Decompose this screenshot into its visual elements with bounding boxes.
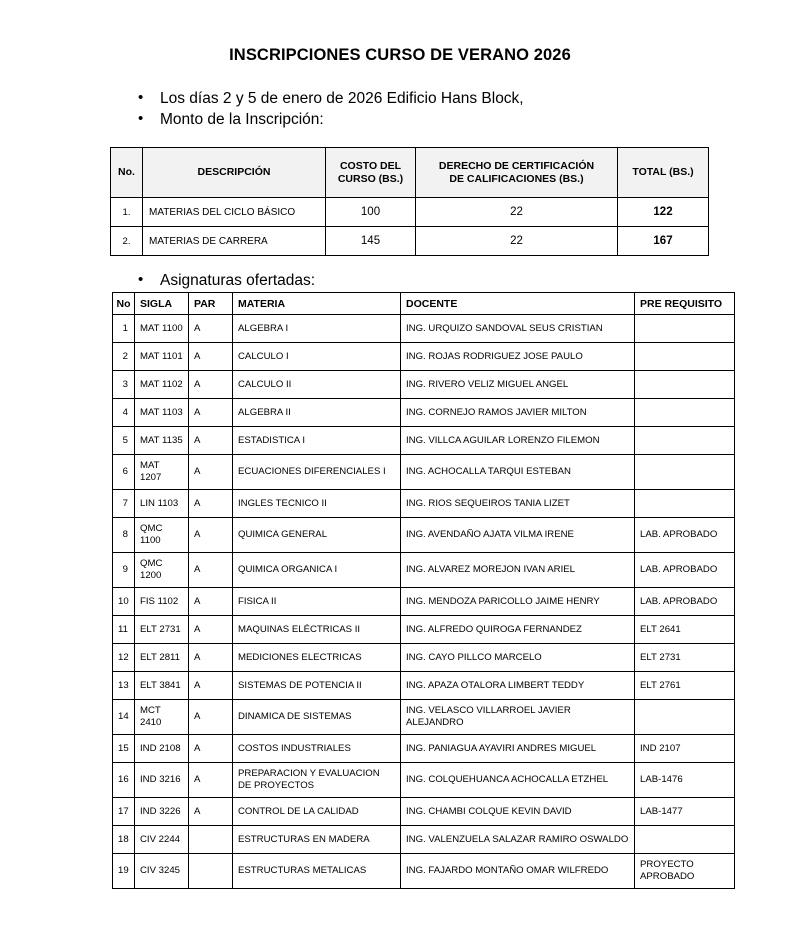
subjects-cell-materia: ECUACIONES DIFERENCIALES I xyxy=(233,455,401,490)
subjects-cell-docente: ING. VALENZUELA SALAZAR RAMIRO OSWALDO xyxy=(401,826,635,854)
subjects-cell-prerequisito: PROYECTO APROBADO xyxy=(635,854,735,889)
subjects-cell-no: 7 xyxy=(113,490,135,518)
subjects-cell-prerequisito: ELT 2761 xyxy=(635,672,735,700)
subjects-cell-par: A xyxy=(189,763,233,798)
subjects-cell-par: A xyxy=(189,455,233,490)
subjects-cell-no: 11 xyxy=(113,616,135,644)
fees-cell-costo: 100 xyxy=(326,198,416,227)
fees-header-descripcion: DESCRIPCIÓN xyxy=(143,148,326,198)
subjects-cell-prerequisito xyxy=(635,455,735,490)
table-row xyxy=(113,735,735,763)
subjects-cell-sigla: IND 2108 xyxy=(135,735,189,763)
subjects-cell-docente: ING. CORNEJO RAMOS JAVIER MILTON xyxy=(401,399,635,427)
subjects-cell-materia: CALCULO II xyxy=(233,371,401,399)
list-item: • Los días 2 y 5 de enero de 2026 Edificio Hans Block, xyxy=(136,88,524,109)
subjects-cell-materia: FISICA II xyxy=(233,588,401,616)
subjects-cell-no: 4 xyxy=(113,399,135,427)
fees-cell-descripcion: MATERIAS DE CARRERA xyxy=(143,227,326,256)
subjects-cell-docente: ING. ALVAREZ MOREJON IVAN ARIEL xyxy=(401,553,635,588)
subjects-cell-par: A xyxy=(189,427,233,455)
subjects-cell-docente: ING. ACHOCALLA TARQUI ESTEBAN xyxy=(401,455,635,490)
fees-header-costo xyxy=(326,148,416,198)
subjects-cell-no: 19 xyxy=(113,854,135,889)
subjects-cell-no: 12 xyxy=(113,644,135,672)
table-row xyxy=(113,427,735,455)
subjects-cell-par: A xyxy=(189,315,233,343)
intro-bullet-list xyxy=(136,88,524,130)
fees-cell-descripcion: MATERIAS DEL CICLO BÁSICO xyxy=(143,198,326,227)
table-row xyxy=(113,588,735,616)
fees-header-derecho-line2: DE CALIFICACIONES (BS.) xyxy=(449,172,584,185)
fees-cell-derecho: 22 xyxy=(416,227,618,256)
subjects-cell-par: A xyxy=(189,399,233,427)
subjects-cell-no: 13 xyxy=(113,672,135,700)
subjects-cell-prerequisito: LAB-1476 xyxy=(635,763,735,798)
fees-table xyxy=(110,147,709,256)
subjects-cell-prerequisito: LAB. APROBADO xyxy=(635,588,735,616)
subjects-header-materia: MATERIA xyxy=(233,293,401,315)
subjects-header-no: No xyxy=(113,293,135,315)
fees-header-costo-line1: COSTO DEL xyxy=(339,159,402,172)
subjects-cell-docente: ING. CAYO PILLCO MARCELO xyxy=(401,644,635,672)
subjects-cell-no: 15 xyxy=(113,735,135,763)
table-row xyxy=(113,518,735,553)
subjects-cell-no: 8 xyxy=(113,518,135,553)
table-row xyxy=(113,553,735,588)
subjects-cell-prerequisito: LAB. APROBADO xyxy=(635,518,735,553)
table-row xyxy=(113,644,735,672)
fees-cell-no: 1. xyxy=(111,198,143,227)
subjects-header-docente: DOCENTE xyxy=(401,293,635,315)
subjects-cell-sigla: QMC 1200 xyxy=(135,553,189,588)
fees-header-derecho xyxy=(416,148,618,198)
subjects-cell-materia: CONTROL DE LA CALIDAD xyxy=(233,798,401,826)
subjects-cell-materia: DINAMICA DE SISTEMAS xyxy=(233,700,401,735)
subjects-cell-docente: ING. ALFREDO QUIROGA FERNANDEZ xyxy=(401,616,635,644)
subjects-table-body xyxy=(113,315,735,889)
table-row xyxy=(111,198,709,227)
subjects-cell-sigla: MAT 1135 xyxy=(135,427,189,455)
subjects-cell-prerequisito xyxy=(635,371,735,399)
subjects-cell-sigla: MAT 1100 xyxy=(135,315,189,343)
table-row xyxy=(113,343,735,371)
subjects-cell-prerequisito xyxy=(635,427,735,455)
subjects-header-sigla: SIGLA xyxy=(135,293,189,315)
subjects-cell-par: A xyxy=(189,735,233,763)
subjects-cell-par: A xyxy=(189,700,233,735)
subjects-cell-materia: QUIMICA ORGANICA I xyxy=(233,553,401,588)
fees-header-no: No. xyxy=(111,148,143,198)
subjects-cell-prerequisito xyxy=(635,826,735,854)
subjects-cell-no: 1 xyxy=(113,315,135,343)
table-row xyxy=(113,371,735,399)
subjects-cell-materia: CALCULO I xyxy=(233,343,401,371)
subjects-cell-docente: ING. VILLCA AGUILAR LORENZO FILEMON xyxy=(401,427,635,455)
subjects-cell-sigla: CIV 2244 xyxy=(135,826,189,854)
subjects-table xyxy=(112,292,735,889)
fees-cell-total: 167 xyxy=(618,227,709,256)
table-row xyxy=(113,826,735,854)
subjects-cell-materia: MAQUINAS ELÉCTRICAS II xyxy=(233,616,401,644)
table-header-row xyxy=(111,148,709,198)
subjects-cell-par: A xyxy=(189,616,233,644)
subjects-cell-sigla: MAT 1102 xyxy=(135,371,189,399)
subjects-header-par: PAR xyxy=(189,293,233,315)
table-row xyxy=(113,854,735,889)
subjects-cell-docente: ING. FAJARDO MONTAÑO OMAR WILFREDO xyxy=(401,854,635,889)
subjects-cell-sigla: MAT 1101 xyxy=(135,343,189,371)
subjects-cell-materia: ESTRUCTURAS METALICAS xyxy=(233,854,401,889)
subjects-cell-no: 10 xyxy=(113,588,135,616)
subjects-cell-sigla: MAT 1103 xyxy=(135,399,189,427)
subjects-cell-par: A xyxy=(189,553,233,588)
table-row xyxy=(113,399,735,427)
subjects-cell-no: 17 xyxy=(113,798,135,826)
subjects-cell-sigla: MCT 2410 xyxy=(135,700,189,735)
subjects-cell-par: A xyxy=(189,672,233,700)
subjects-cell-materia: ALGEBRA I xyxy=(233,315,401,343)
subjects-cell-sigla: MAT 1207 xyxy=(135,455,189,490)
subjects-cell-docente: ING. RIVERO VELIZ MIGUEL ANGEL xyxy=(401,371,635,399)
table-row xyxy=(113,672,735,700)
subjects-cell-par: A xyxy=(189,588,233,616)
subjects-cell-docente: ING. COLQUEHUANCA ACHOCALLA ETZHEL xyxy=(401,763,635,798)
subjects-cell-docente: ING. URQUIZO SANDOVAL SEUS CRISTIAN xyxy=(401,315,635,343)
table-row xyxy=(111,227,709,256)
subjects-cell-docente: ING. RIOS SEQUEIROS TANIA LIZET xyxy=(401,490,635,518)
subjects-cell-materia: QUIMICA GENERAL xyxy=(233,518,401,553)
subjects-cell-materia: COSTOS INDUSTRIALES xyxy=(233,735,401,763)
subjects-cell-no: 16 xyxy=(113,763,135,798)
subjects-cell-par: A xyxy=(189,490,233,518)
subjects-cell-docente: ING. ROJAS RODRIGUEZ JOSE PAULO xyxy=(401,343,635,371)
subjects-cell-materia: ESTADISTICA I xyxy=(233,427,401,455)
subjects-cell-materia: SISTEMAS DE POTENCIA II xyxy=(233,672,401,700)
subjects-cell-sigla: ELT 2731 xyxy=(135,616,189,644)
subjects-cell-docente: ING. AVENDAÑO AJATA VILMA IRENE xyxy=(401,518,635,553)
subjects-cell-materia: ALGEBRA II xyxy=(233,399,401,427)
subjects-cell-par: A xyxy=(189,798,233,826)
subjects-cell-no: 6 xyxy=(113,455,135,490)
fees-header-total: TOTAL (BS.) xyxy=(618,148,709,198)
subjects-cell-no: 18 xyxy=(113,826,135,854)
subjects-cell-docente: ING. APAZA OTALORA LIMBERT TEDDY xyxy=(401,672,635,700)
subjects-cell-docente: ING. PANIAGUA AYAVIRI ANDRES MIGUEL xyxy=(401,735,635,763)
fees-cell-derecho: 22 xyxy=(416,198,618,227)
subjects-cell-docente: ING. MENDOZA PARICOLLO JAIME HENRY xyxy=(401,588,635,616)
subjects-cell-prerequisito: LAB-1477 xyxy=(635,798,735,826)
table-row xyxy=(113,700,735,735)
subjects-cell-sigla: LIN 1103 xyxy=(135,490,189,518)
subjects-cell-par xyxy=(189,854,233,889)
table-row xyxy=(113,315,735,343)
subjects-cell-par xyxy=(189,826,233,854)
subjects-cell-materia: MEDICIONES ELECTRICAS xyxy=(233,644,401,672)
subjects-cell-docente: ING. VELASCO VILLARROEL JAVIER ALEJANDRO xyxy=(401,700,635,735)
subjects-cell-materia: ESTRUCTURAS EN MADERA xyxy=(233,826,401,854)
subjects-header-prerequisito: PRE REQUISITO xyxy=(635,293,735,315)
subjects-cell-no: 14 xyxy=(113,700,135,735)
subjects-cell-prerequisito xyxy=(635,343,735,371)
subjects-cell-no: 5 xyxy=(113,427,135,455)
subjects-cell-prerequisito xyxy=(635,490,735,518)
table-row xyxy=(113,763,735,798)
subjects-cell-sigla: ELT 2811 xyxy=(135,644,189,672)
subjects-cell-no: 2 xyxy=(113,343,135,371)
list-item: • Monto de la Inscripción: xyxy=(136,109,524,130)
subjects-cell-sigla: FIS 1102 xyxy=(135,588,189,616)
table-row xyxy=(113,616,735,644)
subjects-cell-par: A xyxy=(189,371,233,399)
subjects-cell-materia: INGLES TECNICO II xyxy=(233,490,401,518)
subjects-cell-prerequisito: ELT 2641 xyxy=(635,616,735,644)
table-row xyxy=(113,455,735,490)
subjects-cell-sigla: IND 3216 xyxy=(135,763,189,798)
table-header-row xyxy=(113,293,735,315)
fees-cell-no: 2. xyxy=(111,227,143,256)
subjects-cell-prerequisito: ELT 2731 xyxy=(635,644,735,672)
subjects-cell-materia: PREPARACION Y EVALUACION DE PROYECTOS xyxy=(233,763,401,798)
subjects-cell-sigla: CIV 3245 xyxy=(135,854,189,889)
fees-cell-total: 122 xyxy=(618,198,709,227)
section-heading-asignaturas: • Asignaturas ofertadas: xyxy=(136,270,315,291)
subjects-cell-par: A xyxy=(189,644,233,672)
subjects-cell-no: 3 xyxy=(113,371,135,399)
page-title: INSCRIPCIONES CURSO DE VERANO 2026 xyxy=(229,46,571,64)
fees-header-derecho-line1: DERECHO DE CERTIFICACIÓN xyxy=(438,159,595,172)
subjects-cell-docente: ING. CHAMBI COLQUE KEVIN DAVID xyxy=(401,798,635,826)
subjects-cell-par: A xyxy=(189,343,233,371)
subjects-cell-sigla: IND 3226 xyxy=(135,798,189,826)
subjects-cell-sigla: ELT 3841 xyxy=(135,672,189,700)
table-row xyxy=(113,798,735,826)
subjects-cell-prerequisito xyxy=(635,700,735,735)
subjects-cell-sigla: QMC 1100 xyxy=(135,518,189,553)
subjects-cell-no: 9 xyxy=(113,553,135,588)
subjects-cell-prerequisito: LAB. APROBADO xyxy=(635,553,735,588)
fees-table-body xyxy=(111,198,709,256)
fees-header-costo-line2: CURSO (BS.) xyxy=(337,172,404,185)
subjects-cell-prerequisito xyxy=(635,315,735,343)
table-row xyxy=(113,490,735,518)
subjects-cell-par: A xyxy=(189,518,233,553)
subjects-cell-prerequisito: IND 2107 xyxy=(635,735,735,763)
fees-cell-costo: 145 xyxy=(326,227,416,256)
subjects-cell-prerequisito xyxy=(635,399,735,427)
